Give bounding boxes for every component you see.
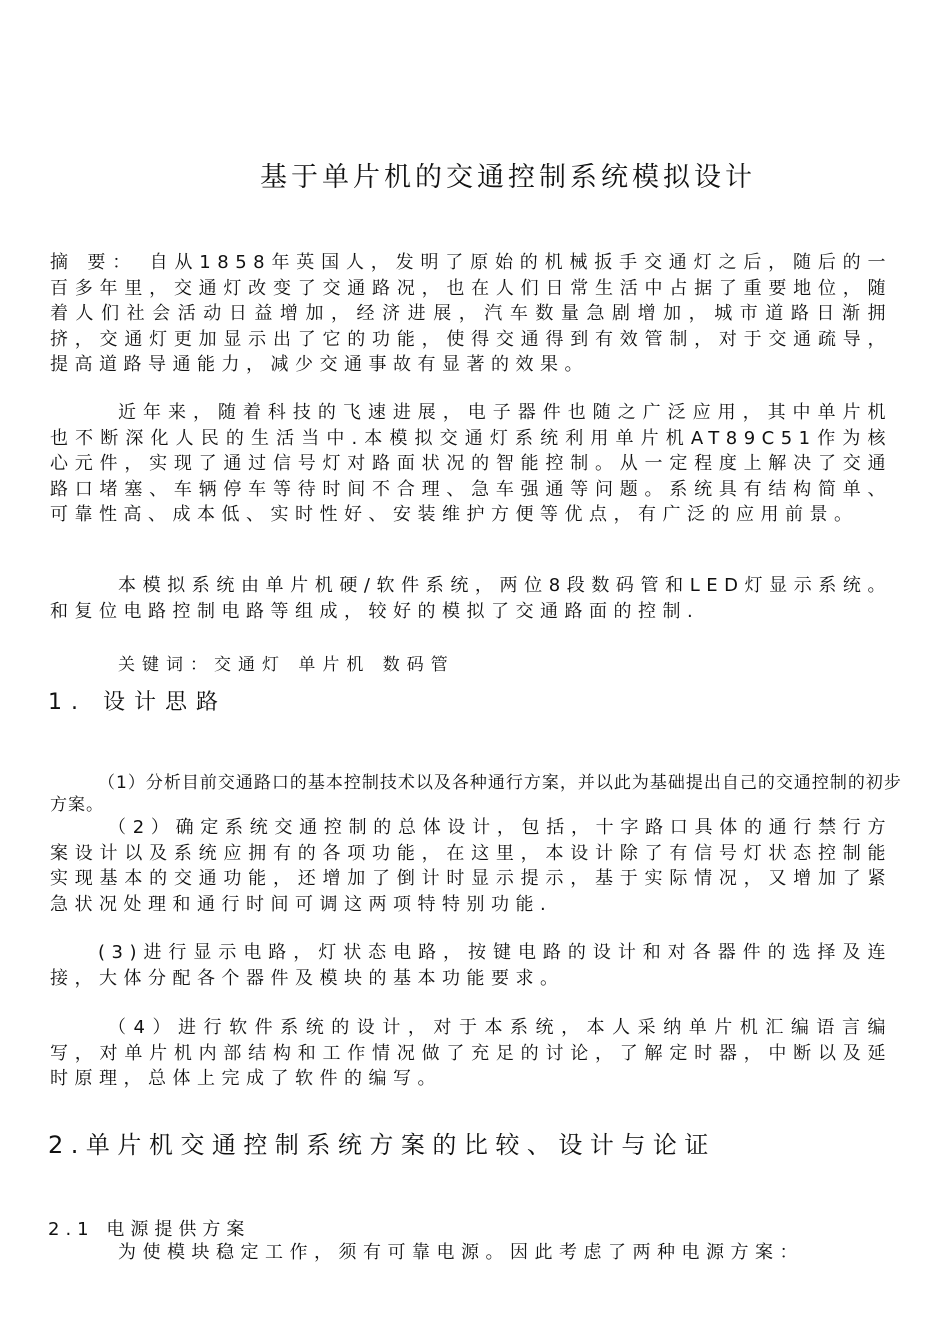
section-1-item-1: （1）分析目前交通路口的基本控制技术以及各种通行方案，并以此为基础提出自己的交通控制的初步方案。 (50, 773, 902, 815)
keywords: 关键词：交通灯 单片机 数码管 (118, 655, 455, 675)
section-2-heading: 2.单片机交通控制系统方案的比较、设计与论证 (48, 1131, 716, 1159)
section-2-1-heading: 2.1 电源提供方案 (48, 1219, 251, 1240)
section-1-item-3: (3)进行显示电路，灯状态电路，按键电路的设计和对各器件的选择及连接，大体分配各个器件及模块的基本功能要求。 (50, 942, 892, 989)
section-2-1-text: 为使模块稳定工作，须有可靠电源。因此考虑了两种电源方案： (118, 1242, 804, 1263)
section-1-heading: 1. 设计思路 (48, 690, 227, 715)
abstract-paragraph-1: 摘 要： 自从1858年英国人，发明了原始的机械扳手交通灯之后，随后的一百多年里，交通灯改变了交通路况，也在人们日常生活中占据了重要地位，随着人们社会活动日益增加，经济进展，汽车数量急剧增加，城市道路日渐拥挤，交通灯更加显示出了它的功能，使得交通得到有效管制，对于交通疏导，提高道路导通能力，减少交通事故有显著的效果。 (50, 252, 892, 376)
abstract-paragraph-2: 近年来，随着科技的飞速进展，电子器件也随之广泛应用，其中单片机也不断深化人民的生活当中.本模拟交通灯系统利用单片机AT89C51作为核心元件，实现了通过信号灯对路面状况的智能控制。从一定程度上解决了交通路口堵塞、车辆停车等待时间不合理、急车强通等问题。系统具有结构简单、可靠性高、成本低、实时性好、安装维护方便等优点，有广泛的应用前景。 (50, 402, 892, 526)
document-title: 基于单片机的交通控制系统模拟设计 (260, 162, 756, 193)
abstract-paragraph-3: 本模拟系统由单片机硬/软件系统，两位8段数码管和LED灯显示系统。和复位电路控制电路等组成，较好的模拟了交通路面的控制. (50, 575, 892, 622)
section-1-item-4: （4）进行软件系统的设计，对于本系统，本人采纳单片机汇编语言编写，对单片机内部结构和工作情况做了充足的讨论，了解定时器，中断以及延时原理，总体上完成了软件的编写。 (50, 1017, 892, 1090)
section-1-item-2: （2）确定系统交通控制的总体设计，包括，十字路口具体的通行禁行方案设计以及系统应拥有的各项功能，在这里，本设计除了有信号灯状态控制能实现基本的交通功能，还增加了倒计时显示提示，基于实际情况，又增加了紧急状况处理和通行时间可调这两项特特别功能. (50, 817, 892, 915)
